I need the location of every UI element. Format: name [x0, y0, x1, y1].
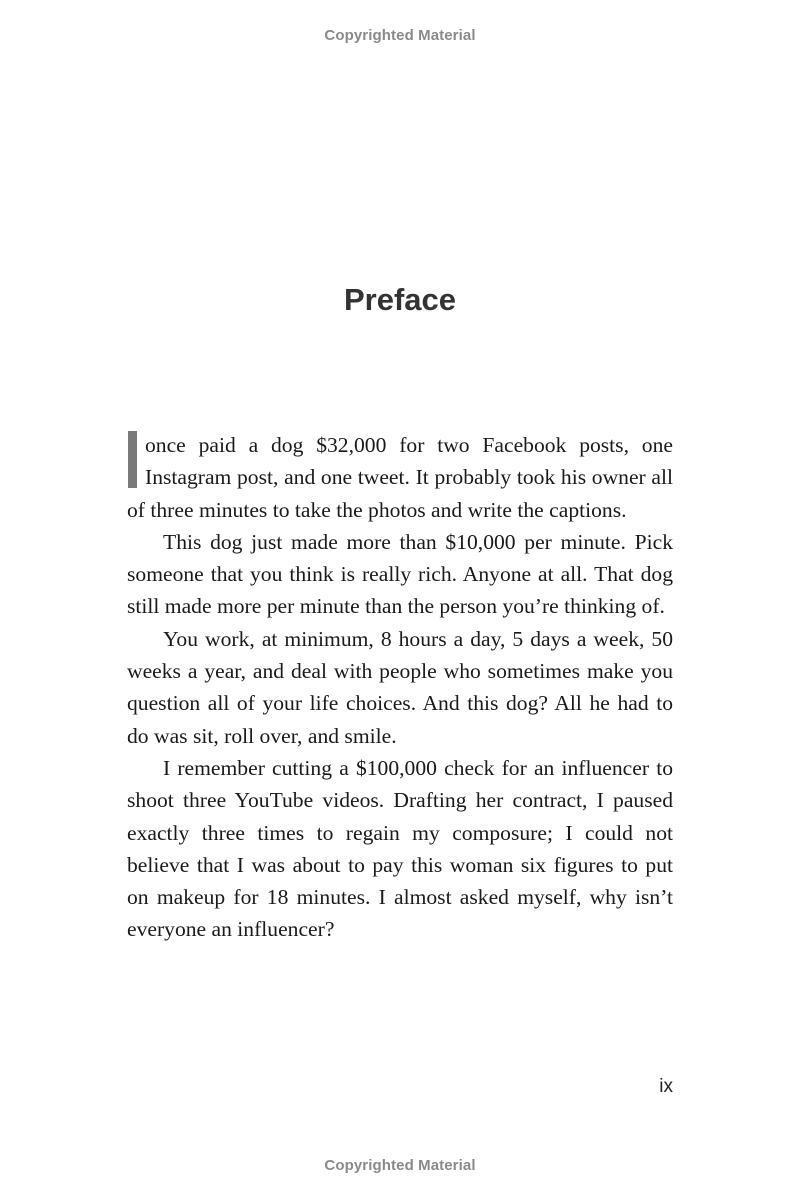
- paragraph-4: I remember cutting a $100,000 check for an influencer to shoot three YouTube videos. Drafting her contract, I paused exactly three times to regain my composure; I could not believe that I was about to pay this woman six figures to put on makeup for 18 minutes. I almost asked myself, why isn’t everyone an influencer?: [127, 755, 673, 942]
- page-number: ix: [659, 1076, 673, 1097]
- paragraph-3: You work, at minimum, 8 hours a day, 5 days a week, 50 weeks a year, and deal with people who sometimes make you question all of your life choices. And this dog? All he had to do was sit, roll over, and smile.: [127, 626, 673, 748]
- copyright-watermark-top: Copyrighted Material: [324, 27, 476, 44]
- drop-cap-mark: [128, 431, 137, 488]
- paragraph-1-text: once paid a dog $32,000 for two Facebook posts, one Instagram post, and one tweet. It probably took his owner all of three minutes to take the photos and write the captions.: [127, 433, 673, 522]
- paragraph-2: This dog just made more than $10,000 per minute. Pick someone that you think is really rich. Anyone at all. That dog still made more per minute than the person you’re thinking of.: [127, 529, 673, 619]
- body-text: [127, 429, 673, 946]
- chapter-title: Preface: [343, 282, 457, 317]
- paragraph-1: [127, 429, 673, 526]
- copyright-watermark-bottom: Copyrighted Material: [324, 1157, 476, 1174]
